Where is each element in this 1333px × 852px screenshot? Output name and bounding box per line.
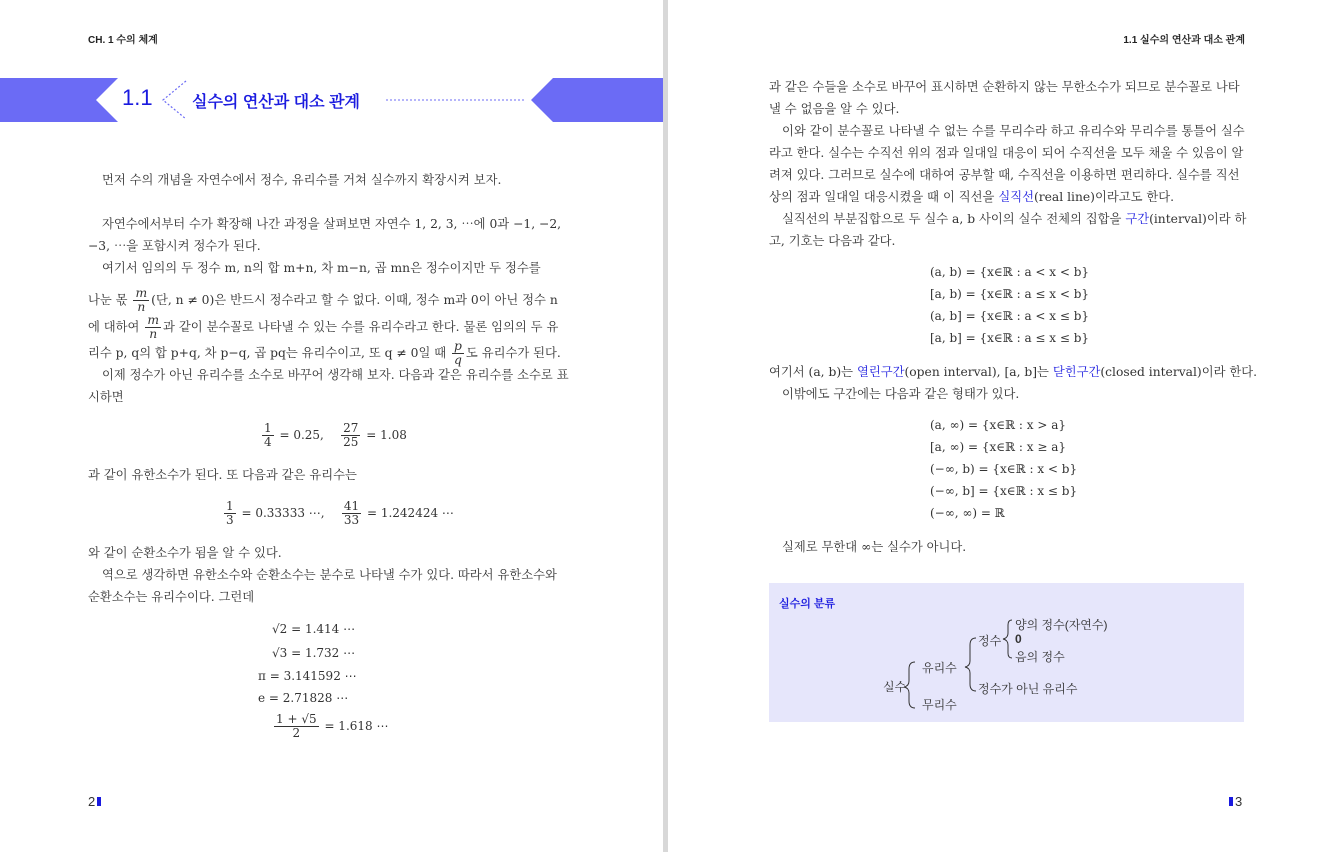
paragraph-line: −3, ⋯을 포함시켜 정수가 된다.: [88, 239, 261, 253]
paragraph-line: 낼 수 없음을 알 수 있다.: [769, 102, 900, 116]
section-header: 1.1 실수의 연산과 대소 관계: [1123, 35, 1245, 46]
fraction-1-over-4: $\frac{1}{4}$: [264, 421, 272, 449]
equation-repeating-decimals: [222, 500, 454, 527]
equation-golden-ratio: [272, 713, 388, 740]
text-segment: 과 같이 분수꼴로 나타낼 수 있는 수를 유리수라고 한다. 물론 임의의 두 유: [163, 320, 559, 334]
equation-irrational-1: √2 = 1.414 ⋯: [272, 622, 356, 636]
section-number: 1.1: [122, 85, 153, 110]
classification-box: [769, 583, 1244, 722]
text-segment: 에 대하여: [88, 320, 140, 334]
interval-definition: (−∞, ∞) = ℝ: [930, 506, 1005, 520]
node-negative-integer: 음의 정수: [1015, 650, 1065, 664]
text-segment: 리수 p, q의 합 p+q, 차 p−q, 곱 pq는 유리수이고, 또 q ≠ 0일 때: [88, 346, 447, 360]
node-non-integer-rational: 정수가 아닌 유리수: [978, 682, 1078, 696]
text-segment: (closed interval)이라 한다.: [1100, 365, 1258, 379]
interval-definition: (a, b) = {x∈ℝ : a < x < b}: [930, 265, 1090, 279]
text-segment: 실직선의 부분집합으로 두 실수 a, b 사이의 실수 전체의 집합을: [782, 212, 1122, 226]
paragraph-line: 려져 있다. 그러므로 실수에 대하여 공부할 때, 수직선을 이용하면 편리하다. 실수를 직선: [769, 168, 1240, 182]
text-segment: 상의 점과 일대일 대응시켰을 때 이 직선을: [769, 190, 995, 204]
paragraph-line: [88, 314, 558, 341]
interval-definition: [a, ∞) = {x∈ℝ : x ≥ a}: [930, 440, 1066, 454]
paragraph-line: 이밖에도 구간에는 다음과 같은 형태가 있다.: [782, 387, 1020, 401]
node-positive-integer: 양의 정수(자연수): [1015, 618, 1108, 632]
node-real-number: 실수: [883, 680, 907, 694]
node-rational: 유리수: [922, 661, 957, 675]
paragraph-line: 순환소수는 유리수이다. 그런데: [88, 590, 255, 604]
text-segment: 여기서 (a, b)는: [769, 365, 854, 379]
equation-finite-decimals: [260, 422, 407, 449]
fraction-27-over-25: $\frac{27}{25}$: [343, 421, 359, 449]
right-page: [668, 0, 1333, 852]
text-segment: (단, n ≠ 0)은 반드시 정수라고 할 수 없다. 이때, 정수 m과 0이 아닌 정수 n: [151, 293, 558, 307]
equation-irrational-4: e = 2.71828 ⋯: [258, 691, 349, 705]
text-segment: (open interval), [a, b]는: [904, 365, 1049, 379]
page-marker-icon: [97, 797, 101, 806]
fraction-41-over-33: $\frac{41}{33}$: [343, 499, 360, 527]
equation-value: = 1.08: [366, 428, 407, 442]
paragraph-line: 라고 한다. 실수는 수직선 위의 점과 일대일 대응이 되어 수직선을 모두 채울 수 있음이 알: [769, 146, 1244, 160]
node-zero: 0: [1015, 632, 1022, 646]
interval-definition: (a, ∞) = {x∈ℝ : x > a}: [930, 418, 1066, 432]
fraction-m-over-n: $\frac{m}{n}$: [135, 286, 148, 314]
paragraph-line: 역으로 생각하면 유한소수와 순환소수는 분수로 나타낼 수가 있다. 따라서 유한소수와: [102, 568, 557, 582]
paragraph-line: 과 같은 수들을 소수로 바꾸어 표시하면 순환하지 않는 무한소수가 되므로 분수꼴로 나타: [769, 80, 1240, 94]
paragraph-line: 와 같이 순환소수가 됨을 알 수 있다.: [88, 546, 282, 560]
section-title: 실수의 연산과 대소 관계: [192, 94, 360, 111]
paragraph-line: 이제 정수가 아닌 유리수를 소수로 바꾸어 생각해 보자. 다음과 같은 유리수를 소수로 표: [102, 368, 569, 382]
paragraph-intro: 먼저 수의 개념을 자연수에서 정수, 유리수를 거쳐 실수까지 확장시켜 보자.: [102, 173, 502, 187]
fraction-p-over-q: $\frac{p}{q}$: [454, 339, 462, 367]
paragraph-line: [769, 186, 1174, 208]
fraction-m-over-n: $\frac{m}{n}$: [147, 313, 160, 341]
paragraph-line: [782, 208, 1246, 230]
node-irrational: 무리수: [922, 698, 957, 712]
equation-irrational-2: √3 = 1.732 ⋯: [272, 646, 356, 660]
term-closed-interval: 닫힌구간: [1052, 365, 1101, 379]
paragraph-line: 여기서 임의의 두 정수 m, n의 합 m+n, 차 m−n, 곱 mn은 정수이지만 두 정수를: [102, 261, 541, 275]
paragraph-line: 실제로 무한대 ∞는 실수가 아니다.: [782, 540, 967, 554]
paragraph-line: 과 같이 유한소수가 된다. 또 다음과 같은 유리수는: [88, 468, 357, 482]
equation-value: = 1.242424 ⋯: [366, 506, 454, 520]
text-segment: 나눈 몫: [88, 293, 128, 307]
chapter-header: CH. 1 수의 체계: [88, 35, 158, 46]
node-integer: 정수: [978, 634, 1002, 648]
interval-definition: [a, b] = {x∈ℝ : a ≤ x ≤ b}: [930, 331, 1090, 345]
interval-definition: (−∞, b) = {x∈ℝ : x < b}: [930, 462, 1078, 476]
page-number-left: 2: [88, 794, 101, 809]
paragraph-line: [88, 340, 561, 367]
classification-title: 실수의 분류: [779, 598, 836, 610]
term-interval: 구간: [1125, 212, 1150, 226]
term-open-interval: 열린구간: [856, 365, 905, 379]
equation-value: = 0.33333 ⋯,: [241, 506, 325, 520]
interval-definition: [a, b) = {x∈ℝ : a ≤ x < b}: [930, 287, 1090, 301]
text-segment: (interval)이라 하: [1149, 212, 1247, 226]
interval-definition: (a, b] = {x∈ℝ : a < x ≤ b}: [930, 309, 1090, 323]
page-marker-icon: [1229, 797, 1233, 806]
paragraph-line: [88, 287, 558, 314]
paragraph-line: 자연수에서부터 수가 확장해 나간 과정을 살펴보면 자연수 1, 2, 3, ⋯에 0과 −1, −2,: [102, 217, 562, 231]
fraction-1-over-3: $\frac{1}{3}$: [226, 499, 234, 527]
page-number-right: 3: [1229, 794, 1242, 809]
interval-definition: (−∞, b] = {x∈ℝ : x ≤ b}: [930, 484, 1078, 498]
equation-value: = 0.25,: [279, 428, 324, 442]
term-real-line: 실직선: [998, 190, 1034, 204]
equation-irrational-3: π = 3.141592 ⋯: [258, 669, 357, 683]
text-segment: (real line)이라고도 한다.: [1033, 190, 1175, 204]
fraction-golden: $\frac{1 + √5}{2}$: [276, 712, 317, 740]
paragraph-line: 고, 기호는 다음과 같다.: [769, 234, 896, 248]
paragraph-line: 이와 같이 분수꼴로 나타낼 수 없는 수를 무리수라 하고 유리수와 무리수를 통틀어 실수: [782, 124, 1245, 138]
text-segment: 도 유리수가 된다.: [465, 346, 561, 360]
equation-value: = 1.618 ⋯: [324, 719, 389, 733]
paragraph-line: [769, 361, 1257, 383]
paragraph-line: 시하면: [88, 390, 124, 404]
left-page: [0, 0, 663, 852]
classification-braces: [769, 583, 1244, 722]
